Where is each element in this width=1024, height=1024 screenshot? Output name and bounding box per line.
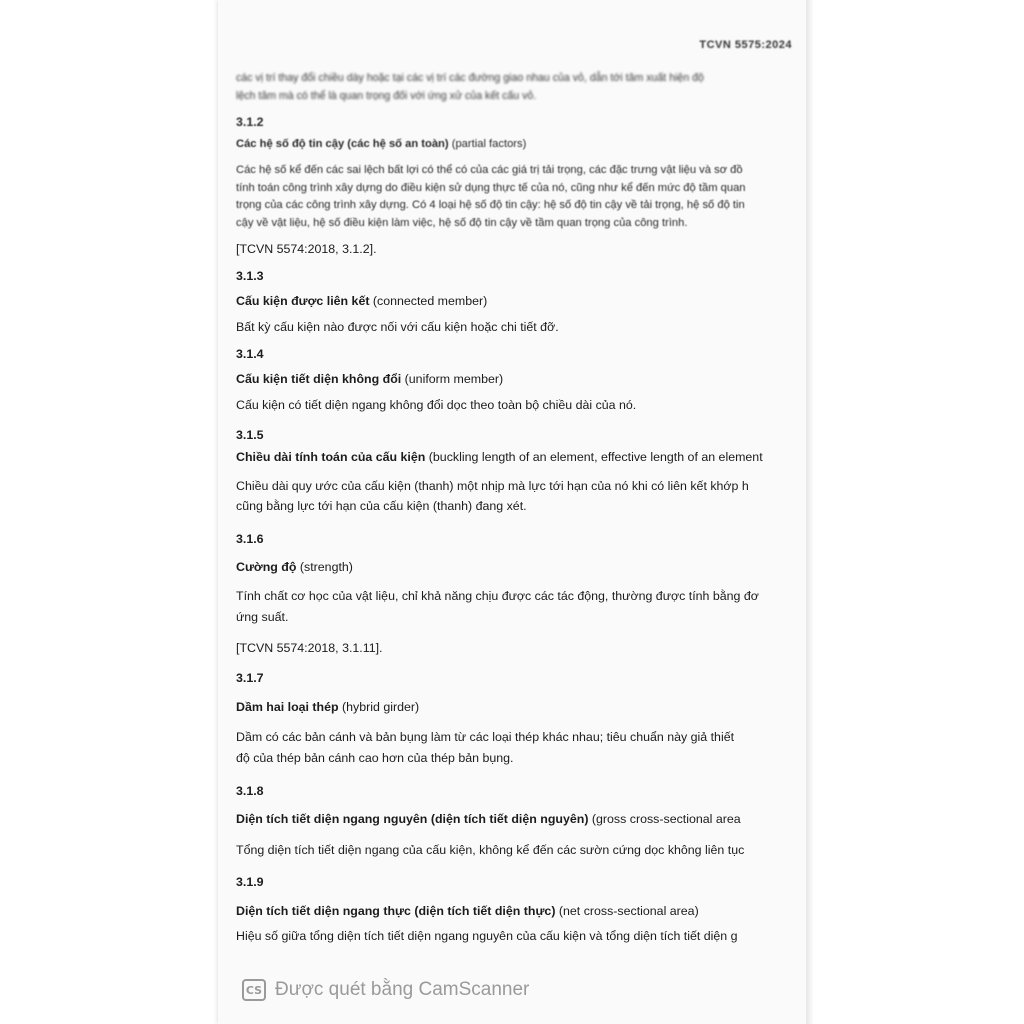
definition-line: tính toán công trình xây dựng do điều kiện sử dụng thực tế của nó, cũng như kể đến mức độ tầm quan bbox=[236, 182, 746, 194]
clause-term bbox=[236, 904, 699, 918]
term-en: (uniform member) bbox=[401, 372, 504, 386]
definition-line: cậy về vật liệu, hệ số điều kiện làm việc, hệ số độ tin cậy về tầm quan trọng của công trình. bbox=[236, 217, 688, 229]
definition-line: Chiều dài quy ước của cấu kiện (thanh) một nhịp mà lực tới hạn của nó khi có liên kết khớp h bbox=[236, 479, 749, 493]
clause-number: 3.1.7 bbox=[236, 671, 264, 685]
intro-line: các vị trí thay đổi chiều dày hoặc tại các vị trí các đường giao nhau của vỏ, dẫn tới tâm xuất hiện độ bbox=[236, 72, 704, 84]
clause-term bbox=[236, 372, 503, 386]
intro-line: lệch tâm mà có thể là quan trọng đối với ứng xử của kết cấu vỏ. bbox=[236, 90, 537, 102]
clause-term bbox=[236, 450, 763, 464]
term-vi: Diện tích tiết diện ngang thực (diện tích tiết diện thực) bbox=[236, 904, 556, 918]
clause-term bbox=[236, 812, 741, 826]
definition-line: Tính chất cơ học của vật liệu, chỉ khả năng chịu được các tác động, thường được tính bằng đơ bbox=[236, 589, 759, 603]
clause-number: 3.1.3 bbox=[236, 269, 264, 283]
term-en: (net cross-sectional area) bbox=[555, 904, 699, 918]
clause-number: 3.1.2 bbox=[236, 115, 264, 129]
reference: [TCVN 5574:2018, 3.1.11]. bbox=[236, 641, 383, 655]
definition-line: Dầm có các bản cánh và bản bụng làm từ các loại thép khác nhau; tiêu chuẩn này giả thiết bbox=[236, 730, 735, 744]
clause-number: 3.1.4 bbox=[236, 347, 264, 361]
clause-number: 3.1.5 bbox=[236, 428, 264, 442]
clause-term bbox=[236, 138, 526, 150]
definition-line: cũng bằng lực tới hạn của cấu kiện (thanh) đang xét. bbox=[236, 499, 527, 513]
reference: [TCVN 5574:2018, 3.1.2]. bbox=[236, 242, 377, 256]
term-vi: Cấu kiện tiết diện không đổi bbox=[236, 372, 402, 386]
term-vi: Diện tích tiết diện ngang nguyên (diện tích tiết diện nguyên) bbox=[236, 812, 589, 826]
term-en: (hybrid girder) bbox=[338, 700, 420, 714]
definition-line: Bất kỳ cấu kiện nào được nối với cấu kiện hoặc chi tiết đỡ. bbox=[236, 320, 559, 334]
clause-term bbox=[236, 294, 487, 308]
camscanner-watermark bbox=[242, 977, 529, 1003]
definition-line: Các hệ số kể đến các sai lệch bất lợi có thể có của các giá trị tải trọng, các đặc trưng vật liệu và sơ đồ bbox=[236, 164, 743, 176]
clause-number: 3.1.9 bbox=[236, 875, 264, 889]
term-en: (buckling length of an element, effective length of an element bbox=[425, 450, 763, 464]
term-en: (connected member) bbox=[369, 294, 488, 308]
term-en: (gross cross-sectional area bbox=[588, 812, 741, 826]
definition-line: ứng suất. bbox=[236, 610, 289, 624]
watermark-text: Được quét bằng CamScanner bbox=[275, 979, 530, 1000]
term-vi: Cấu kiện được liên kết bbox=[236, 294, 370, 308]
term-en: (partial factors) bbox=[448, 138, 527, 150]
term-vi: Cường độ bbox=[236, 560, 297, 574]
clause-number: 3.1.8 bbox=[236, 784, 264, 798]
scanned-page bbox=[218, 0, 806, 1024]
definition-line: Tổng diện tích tiết diện ngang của cấu kiện, không kể đến các sườn cứng dọc không liên tục bbox=[236, 843, 745, 857]
term-en: (strength) bbox=[296, 560, 353, 574]
definition-line: độ của thép bản cánh cao hơn của thép bản bụng. bbox=[236, 751, 514, 765]
definition-line: trọng của các công trình xây dựng. Có 4 loại hệ số độ tin cậy: hệ số độ tin cậy về tải trọng, hệ số độ tin bbox=[236, 199, 745, 211]
term-vi: Dầm hai loại thép bbox=[236, 700, 339, 714]
camscanner-logo-icon: CS bbox=[242, 979, 266, 1001]
standard-code: TCVN 5575:2024 bbox=[699, 39, 792, 51]
clause-number: 3.1.6 bbox=[236, 532, 264, 546]
term-vi: Chiều dài tính toán của cấu kiện bbox=[236, 450, 426, 464]
page-edge-shadow bbox=[806, 0, 814, 1024]
clause-term bbox=[236, 560, 353, 574]
definition-line: Hiệu số giữa tổng diện tích tiết diện ngang nguyên của cấu kiện và tổng diện tích tiết diện g bbox=[236, 929, 738, 943]
definition-line: Cấu kiện có tiết diện ngang không đổi dọc theo toàn bộ chiều dài của nó. bbox=[236, 398, 637, 412]
clause-term bbox=[236, 700, 419, 714]
term-vi: Các hệ số độ tin cậy (các hệ số an toàn) bbox=[236, 138, 449, 150]
